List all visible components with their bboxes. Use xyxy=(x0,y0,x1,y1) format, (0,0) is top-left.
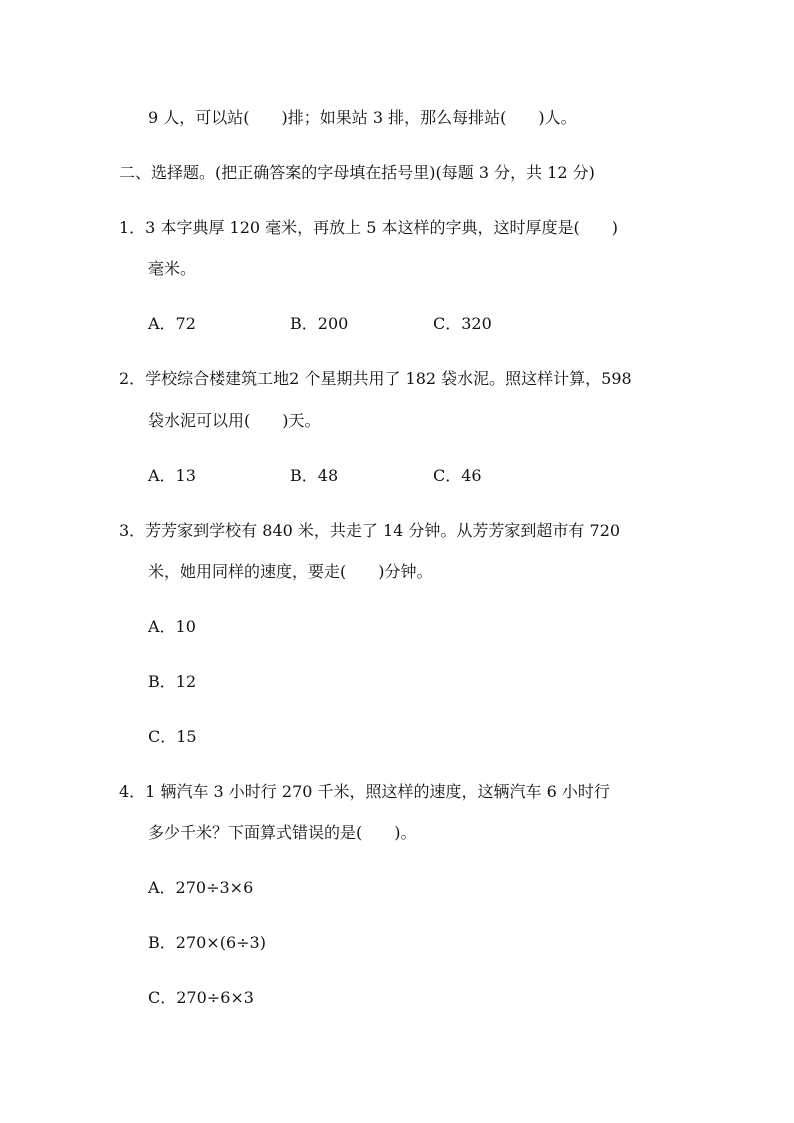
question-4-option-c[interactable]: C．270÷6×3 xyxy=(148,988,254,1007)
question-3-option-b[interactable]: B．12 xyxy=(148,672,197,691)
question-1-text-cont: 毫米。 xyxy=(148,259,197,278)
option-c[interactable]: C．320 xyxy=(433,314,492,333)
question-3-text-cont: 米，她用同样的速度，要走( )分钟。 xyxy=(148,562,433,581)
question-3-text: 3．芳芳家到学校有 840 米，共走了 14 分钟。从芳芳家到超市有 720 xyxy=(119,521,621,540)
question-2-text-cont: 袋水泥可以用( )天。 xyxy=(148,411,321,430)
question-4-option-b[interactable]: B．270×(6÷3) xyxy=(148,933,266,952)
question-3-option-c[interactable]: C．15 xyxy=(148,727,197,746)
question-1-text: 1．3 本字典厚 120 毫米，再放上 5 本这样的字典，这时厚度是( ) xyxy=(119,218,618,237)
option-b[interactable]: B．48 xyxy=(290,466,339,485)
question-2-options xyxy=(148,465,482,487)
option-a[interactable]: A．72 xyxy=(148,314,196,333)
question-3-option-a[interactable]: A．10 xyxy=(148,617,196,636)
fill-blank-continuation: 9 人，可以站( )排；如果站 3 排，那么每排站( )人。 xyxy=(148,108,577,127)
question-4-text: 4．1 辆汽车 3 小时行 270 千米，照这样的速度，这辆汽车 6 小时行 xyxy=(119,782,610,801)
option-a[interactable]: A．13 xyxy=(148,466,196,485)
question-4-option-a[interactable]: A．270÷3×6 xyxy=(148,878,254,897)
option-c[interactable]: C．46 xyxy=(433,466,482,485)
section-heading-choice: 二、选择题。(把正确答案的字母填在括号里)(每题 3 分，共 12 分) xyxy=(119,163,595,182)
question-1-options xyxy=(148,313,492,335)
question-2-text: 2．学校综合楼建筑工地2 个星期共用了 182 袋水泥。照这样计算，598 xyxy=(119,369,632,388)
question-4-text-cont: 多少千米？下面算式错误的是( )。 xyxy=(148,823,417,842)
option-b[interactable]: B．200 xyxy=(290,314,349,333)
